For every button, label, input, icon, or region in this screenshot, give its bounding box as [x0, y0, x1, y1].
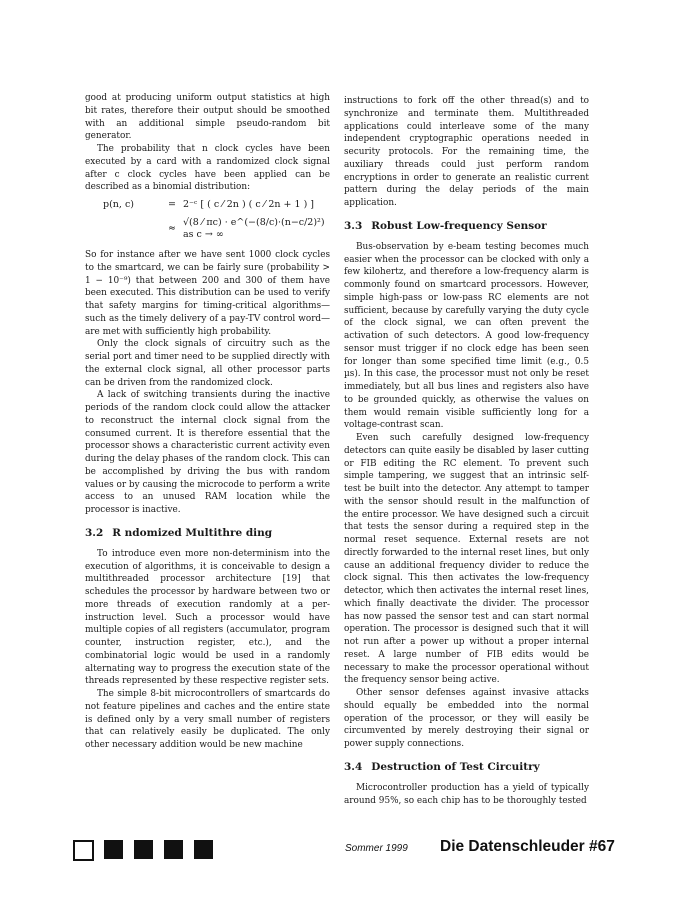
left-text-column	[85, 92, 330, 752]
filled-square-icon	[194, 840, 213, 859]
paragraph: Other sensor defenses against invasive attacks should equally be embedded into the normal operation of the processor, or they will easily be circumvented by merely destroying their signal or power supply connections.	[344, 688, 589, 749]
section-heading-3-4	[344, 761, 589, 774]
formula-approx: ≈	[168, 223, 176, 234]
paragraph: The probability that n clock cycles have been executed by a card with a randomized clock signal after c clock cycles have been applied can be described as a binomial distribution:	[85, 144, 330, 193]
section-title: Destruction of Test Circuitry	[371, 760, 540, 773]
filled-square-icon	[164, 840, 183, 859]
section-number: 3.3	[344, 219, 363, 232]
footer-magazine-title: Die Datenschleuder #67	[440, 838, 615, 855]
filled-square-icon	[134, 840, 153, 859]
outline-square-icon	[73, 840, 94, 861]
paragraph: A lack of switching transients during the inactive periods of the random clock could allow the attacker to reconstruct the internal clock signal from the consumed current. It is therefore essential that the processor shows a characteristic current activity even during the delay phases of the random clock. This can be accomplished by driving the bus with random values or by causing the microcode to perform a write access to an unused RAM location while the processor is inactive.	[85, 390, 330, 515]
paragraph: Microcontroller production has a yield of typically around 95%, so each chip has to be thoroughly tested	[344, 782, 589, 806]
paragraph: instructions to fork off the other thread(s) and to synchronize and terminate them. Multithreaded applications could interleave some of the many independent cryptographic operations needed in security protocols. For the remaining time, the auxiliary threads could just perform random encryptions in order to generate an realistic current pattern during the delay periods of the main application.	[344, 96, 589, 208]
formula-equals: =	[168, 199, 176, 210]
right-text-column	[344, 95, 589, 807]
paragraph: So for instance after we have sent 1000 clock cycles to the smartcard, we can be fairly sure (probability > 1 − 10⁻⁹) that between 200 and 300 of them have been executed. This distribution can be used to verify that safety margins for timing-critical algorithms—such as the timely delivery of a pay-TV control word—are met with sufficiently high probability.	[85, 250, 330, 337]
formula-rhs-2: √(8 ⁄ πc) · e^(−(8/c)·(n−c/2)²) as c → ∞	[183, 217, 325, 240]
paragraph: The simple 8-bit microcontrollers of smartcards do not feature pipelines and caches and the entire state is defined only by a very small number of registers that can relatively easily be duplicated. The only other necessary addition would be new machine	[85, 689, 330, 750]
section-heading-3-3	[344, 220, 589, 233]
section-title: R ndomized Multithre ding	[112, 526, 273, 539]
paragraph: Bus-observation by e-beam testing becomes much easier when the processor can be clocked with only a few kilohertz, and therefore a low-frequency alarm is commonly found on smartcard processors. However, simple high-pass or low-pass RC elements are not sufficient, because by carefully varying the duty cycle of the clock signal, we can often prevent the activation of such detectors. A good low-frequency sensor must trigger if no clock edge has been seen for longer than some specified time limit (e.g., 0.5 µs). In this case, the processor must not only be reset immediately, but all bus lines and registers also have to be grounded quickly, as otherwise the values on them would remain visible sufficiently long for a voltage-contrast scan.	[344, 241, 589, 431]
paragraph: Even such carefully designed low-frequency detectors can quite easily be disabled by laser cutting or FIB editing the RC element. To prevent such simple tampering, we suggest that an intrinsic self-test be built into the detector. Any attempt to tamper with the sensor should result in the malfunction of the entire processor. We have designed such a circuit that tests the sensor during a required step in the normal reset sequence. External resets are not directly forwarded to the internal reset lines, but only cause an additional frequency divider to reduce the clock signal. This then activates the low-frequency detector, which then activates the internal reset lines, which finally deactivate the divider. The processor has now passed the sensor test and can start normal operation. The processor is designed such that it will not run after a power up without a proper internal reset. A large number of FIB edits would be necessary to make the processor operational without the frequency sensor being active.	[344, 433, 589, 686]
formula-rhs-1: 2⁻ᶜ [ ( c ⁄ 2n ) ( c ⁄ 2n + 1 ) ]	[183, 199, 315, 210]
formula-lhs: p(n, c)	[103, 199, 134, 210]
section-title: Robust Low-frequency Sensor	[371, 219, 547, 232]
paragraph: To introduce even more non-determinism into the execution of algorithms, it is conceivable to design a multithreaded processor architecture [19] that schedules the processor by hardware between two or more threads of execution randomly at a per-instruction level. Such a processor would have multiple copies of all registers (accumulator, program counter, instruction register, etc.), and the combinatorial logic would be used in a randomly alternating way to progress the execution state of the threads represented by these respective register sets.	[85, 548, 330, 687]
filled-square-icon	[104, 840, 123, 859]
footer-edition: Sommer 1999	[345, 843, 408, 854]
section-heading-3-2	[85, 527, 330, 540]
section-number: 3.4	[344, 760, 363, 773]
section-number: 3.2	[85, 526, 104, 539]
paragraph: good at producing uniform output statistics at high bit rates, therefore their output should be smoothed with an additional simple pseudo-random bit generator.	[85, 93, 330, 142]
paragraph: Only the clock signals of circuitry such as the serial port and timer need to be supplied directly with the external clock signal, all other processor parts can be driven from the randomized clock.	[85, 339, 330, 388]
binomial-formula	[85, 199, 330, 241]
